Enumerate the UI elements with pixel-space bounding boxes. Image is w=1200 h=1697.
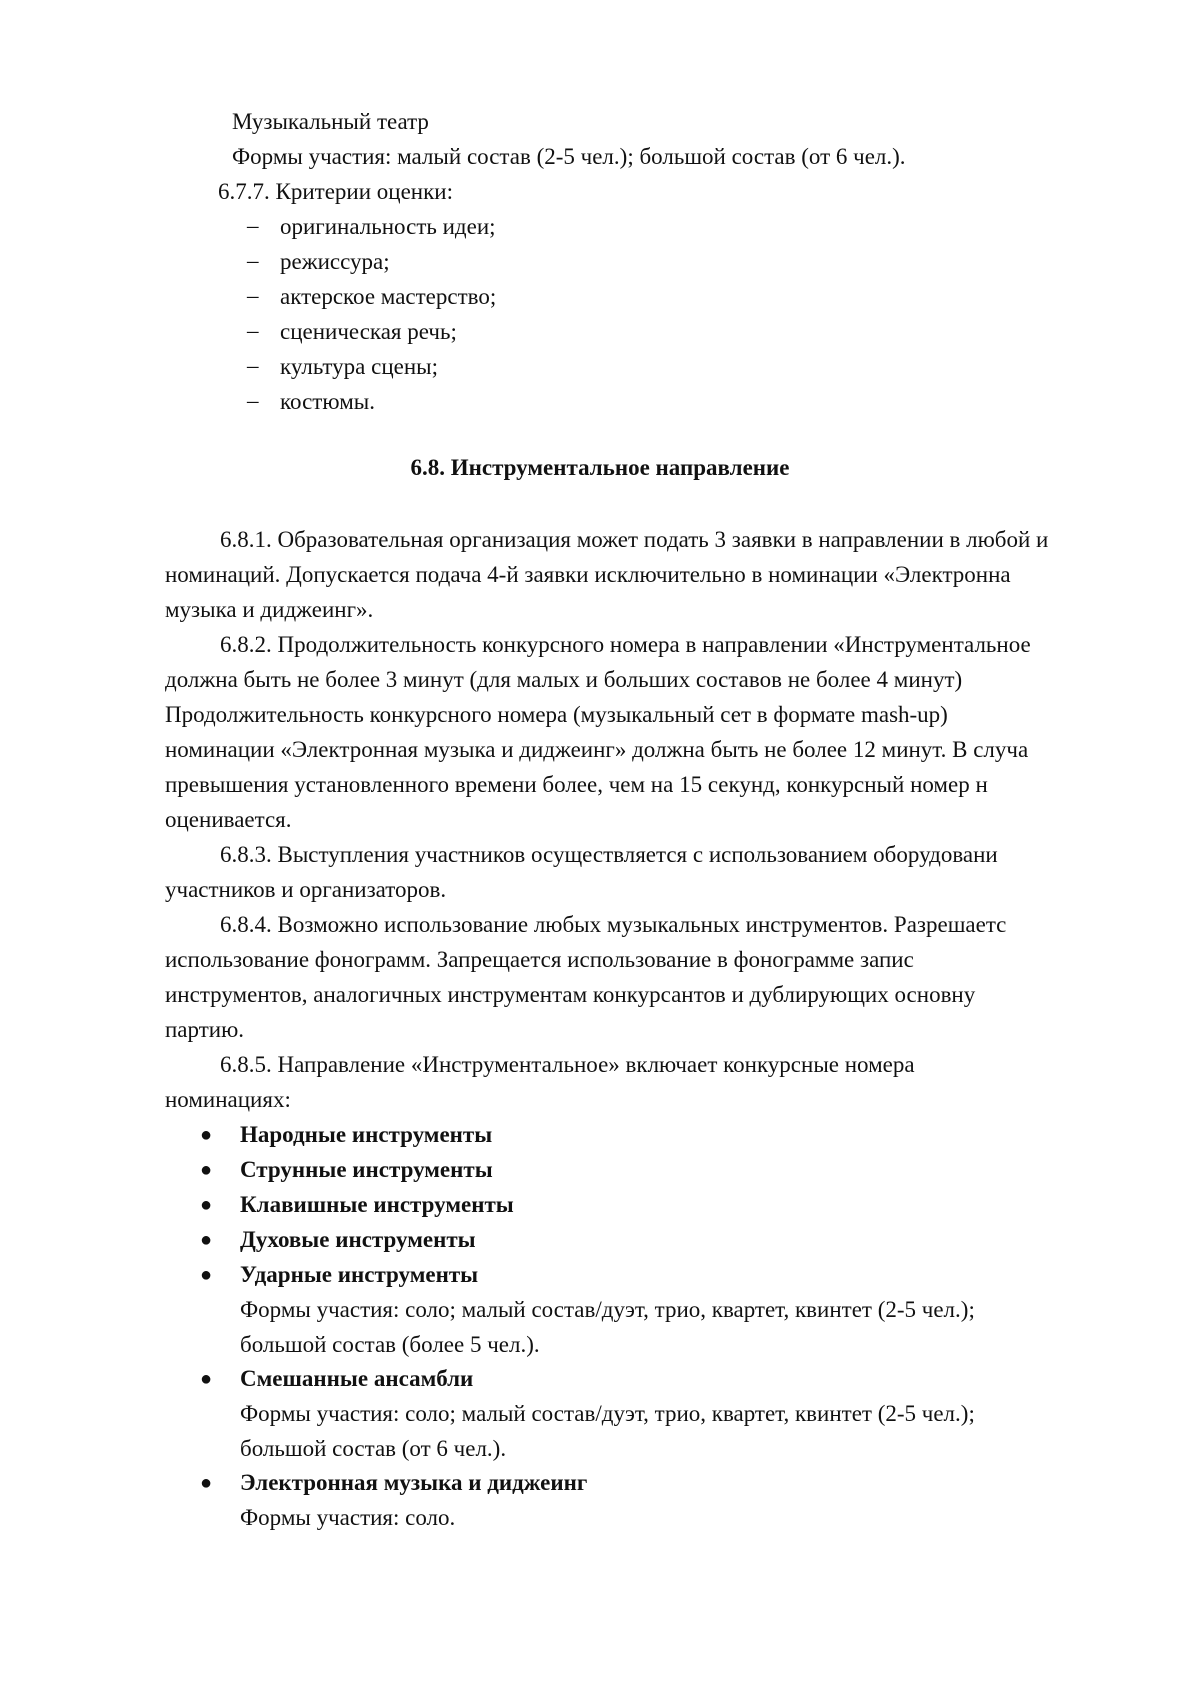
paragraph-line: номинаций. Допускается подача 4-й заявки исключительно в номинации «Электронна (165, 562, 1011, 587)
paragraph-line: Продолжительность конкурсного номера (музыкальный сет в формате mash-up) (165, 702, 948, 727)
paragraph-line: 6.8.3. Выступления участников осуществляется с использованием оборудовани (220, 842, 998, 867)
paragraph-line: музыка и диджеинг». (165, 597, 374, 622)
dash-marker: – (247, 213, 259, 238)
criteria-item: оригинальность идеи; (280, 214, 496, 239)
paragraph-line: превышения установленного времени более, чем на 15 секунд, конкурсный номер н (165, 772, 988, 797)
paragraph-line: 6.8.1. Образовательная организация может подать 3 заявки в направлении в любой и (220, 527, 1049, 552)
paragraph-line: партию. (165, 1017, 245, 1042)
bullet-marker: ● (200, 1368, 213, 1390)
nomination-forms: большой состав (более 5 чел.). (240, 1332, 540, 1357)
nomination-name: Ударные инструменты (240, 1262, 479, 1287)
paragraph-line: номинации «Электронная музыка и диджеинг» должна быть не более 12 минут. В случа (165, 737, 1029, 762)
bullet-marker: ● (200, 1159, 213, 1181)
criteria-item: актерское мастерство; (280, 284, 497, 309)
bullet-marker: ● (200, 1472, 213, 1494)
criteria-item: костюмы. (280, 389, 375, 414)
dash-marker: – (247, 283, 259, 308)
nomination-forms: Формы участия: соло; малый состав/дуэт, трио, квартет, квинтет (2-5 чел.); (240, 1401, 975, 1426)
criteria-item: режиссура; (280, 249, 390, 274)
nomination-name: Струнные инструменты (240, 1157, 493, 1182)
nomination-forms: Формы участия: соло; малый состав/дуэт, трио, квартет, квинтет (2-5 чел.); (240, 1297, 975, 1322)
paragraph-line: использование фонограмм. Запрещается использование в фонограмме запис (165, 947, 914, 972)
nomination-forms: Формы участия: соло. (240, 1505, 456, 1530)
paragraph-line: должна быть не более 3 минут (для малых и больших составов не более 4 минут) (165, 667, 963, 692)
nomination-name: Духовые инструменты (240, 1227, 476, 1252)
criteria-item: сценическая речь; (280, 319, 457, 344)
nomination-name: Смешанные ансамбли (240, 1366, 474, 1391)
dash-marker: – (247, 248, 259, 273)
paragraph-line: участников и организаторов. (165, 877, 447, 902)
criteria-item: культура сцены; (280, 354, 439, 379)
nomination-name: Электронная музыка и диджеинг (240, 1470, 588, 1495)
paragraph-line: 6.8.2. Продолжительность конкурсного номера в направлении «Инструментальное (220, 632, 1031, 657)
nomination-forms: большой состав (от 6 чел.). (240, 1436, 507, 1461)
paragraph-line: номинациях: (165, 1087, 291, 1112)
bullet-marker: ● (200, 1229, 213, 1251)
intro-heading: Музыкальный театр (232, 109, 429, 134)
bullet-marker: ● (200, 1124, 213, 1146)
paragraph-line: оценивается. (165, 807, 292, 832)
dash-marker: – (247, 353, 259, 378)
paragraph-line: инструментов, аналогичных инструментам конкурсантов и дублирующих основну (165, 982, 976, 1007)
dash-marker: – (247, 318, 259, 343)
paragraph-line: 6.8.4. Возможно использование любых музыкальных инструментов. Разрешаетс (220, 912, 1007, 937)
bullet-marker: ● (200, 1264, 213, 1286)
criteria-heading: 6.7.7. Критерии оценки: (218, 179, 453, 204)
bullet-marker: ● (200, 1194, 213, 1216)
nomination-name: Народные инструменты (240, 1122, 493, 1147)
nomination-name: Клавишные инструменты (240, 1192, 514, 1217)
paragraph-line: 6.8.5. Направление «Инструментальное» включает конкурсные номера (220, 1052, 915, 1077)
dash-marker: – (247, 388, 259, 413)
section-title: 6.8. Инструментальное направление (410, 455, 790, 480)
intro-forms: Формы участия: малый состав (2-5 чел.); большой состав (от 6 чел.). (232, 144, 906, 169)
